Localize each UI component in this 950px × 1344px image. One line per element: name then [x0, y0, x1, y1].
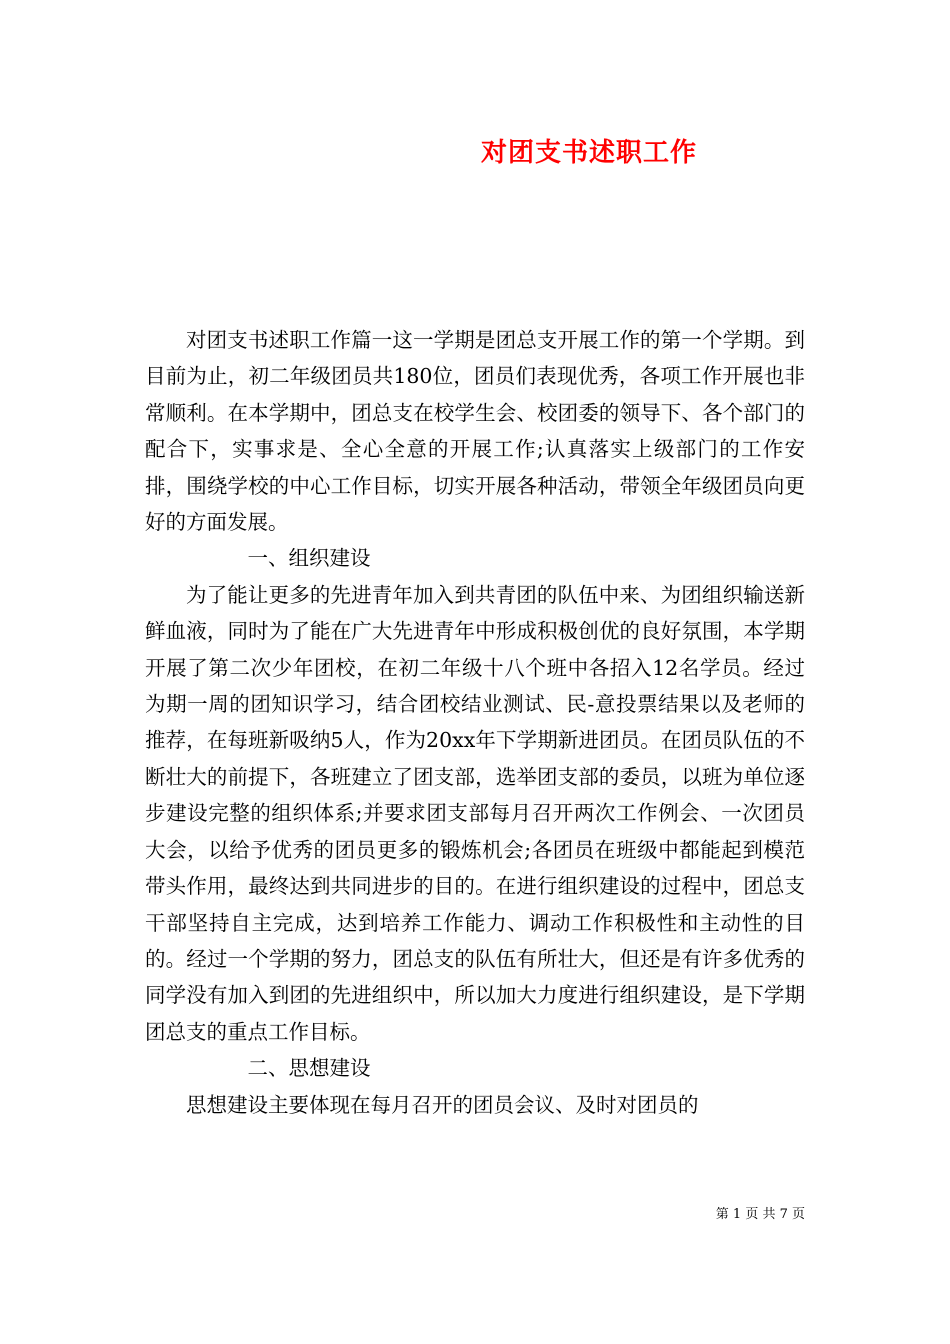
document-body — [145, 322, 805, 1123]
section-heading-organization: 一、组织建设 — [247, 546, 371, 571]
intro-paragraph: 对团支书述职工作篇一这一学期是团总支开展工作的第一个学期。到目前为止，初二年级团员共180位，团员们表现优秀，各项工作开展也非常顺利。在本学期中，团总支在校学生会、校团委的领导下、各个部门的配合下，实事求是、全心全意的开展工作;认真落实上级部门的工作安排，围绕学校的中心工作目标，切实开展各种活动，带领全年级团员向更好的方面发展。 — [145, 328, 805, 535]
ideology-paragraph: 思想建设主要体现在每月召开的团员会议、及时对团员的 — [186, 1092, 699, 1117]
document-title: 对团支书述职工作 — [480, 138, 697, 168]
organization-paragraph: 为了能让更多的先进青年加入到共青团的队伍中来、为团组织输送新鲜血液，同时为了能在广大先进青年中形成积极创优的良好氛围，本学期开展了第二次少年团校，在初二年级十八个班中各招入12名学员。经过为期一周的团知识学习，结合团校结业测试、民-意投票结果以及老师的推荐，在每班新吸纳5人，作为20xx年下学期新进团员。在团员队伍的不断壮大的前提下，各班建立了团支部，选举团支部的委员，以班为单位逐步建设完整的组织体系;并要求团支部每月召开两次工作例会、一次团员大会，以给予优秀的团员更多的锻炼机会;各团员在班级中都能起到模范带头作用，最终达到共同进步的目的。在进行组织建设的过程中，团总支干部坚持自主完成，达到培养工作能力、调动工作积极性和主动性的目的。经过一个学期的努力，团总支的队伍有所壮大，但还是有许多优秀的同学没有加入到团的先进组织中，所以加大力度进行组织建设，是下学期团总支的重点工作目标。 — [145, 582, 805, 1044]
section-heading-ideology: 二、思想建设 — [247, 1056, 371, 1081]
page-number-footer: 第 1 页 共 7 页 — [715, 1207, 805, 1222]
